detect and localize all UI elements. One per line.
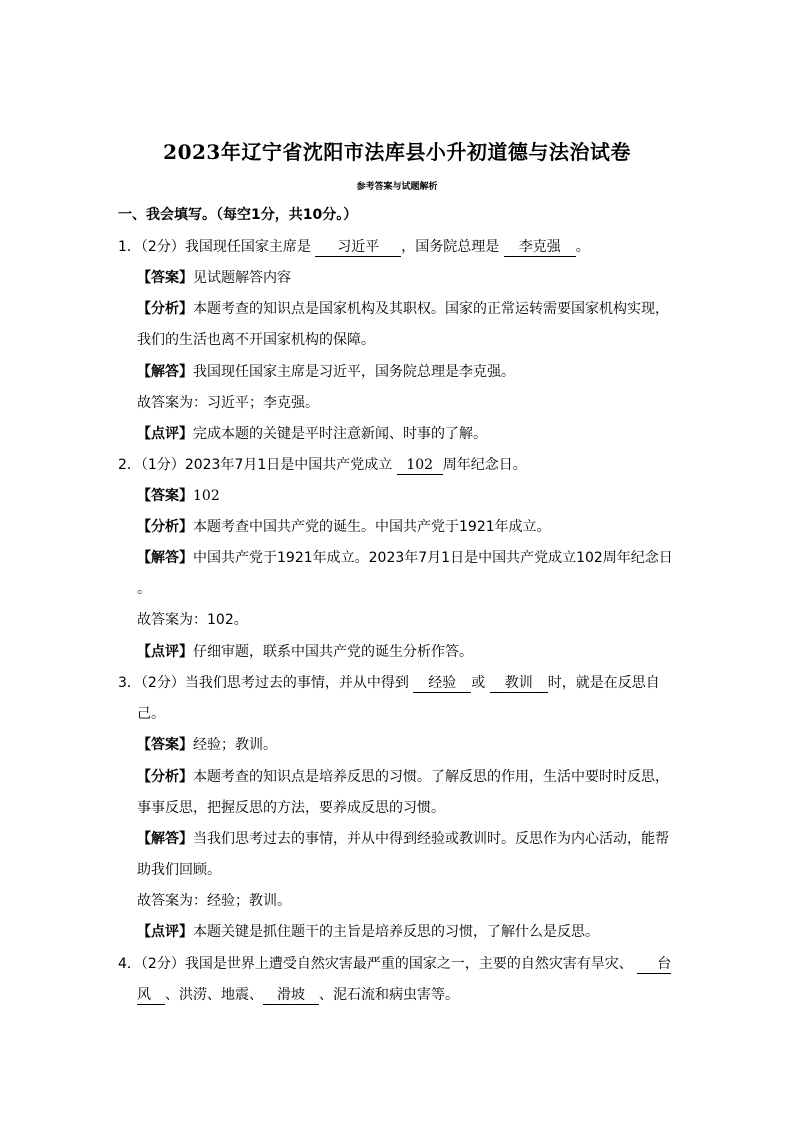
solution-line	[137, 828, 669, 850]
comment-line	[137, 921, 599, 943]
question-text: 4．（2分）我国是世界上遭受自然灾害最严重的国家之一，主要的自然灾害有旱灾、	[118, 956, 633, 972]
answer-blank: 台	[637, 955, 671, 974]
solution-text: 中国共产党于1921年成立。2023年7月1日是中国共产党成立102周年纪念日	[193, 550, 673, 566]
answer-text: 见试题解答内容	[193, 270, 291, 286]
comment-line	[137, 423, 487, 445]
final-answer: 故答案为：102。	[137, 612, 248, 628]
question-2	[118, 454, 527, 476]
answer-line	[137, 485, 220, 507]
answer-tag: 【答案】	[137, 270, 193, 286]
answer-line	[137, 267, 291, 289]
answer-blank: 教训	[490, 674, 548, 693]
analysis-text: 本题考查的知识点是国家机构及其职权。国家的正常运转需要国家机构实现，	[193, 301, 669, 317]
analysis-tag: 【分析】	[137, 301, 193, 317]
question-1	[118, 236, 590, 258]
question-text: ，国务院总理是	[401, 239, 500, 255]
solution-text-cont: 。	[137, 581, 151, 597]
comment-text: 本题关键是抓住题干的主旨是培养反思的习惯，了解什么是反思。	[193, 924, 599, 940]
answer-blank: 李克强	[504, 238, 576, 257]
question-text: 1．（2分）我国现任国家主席是	[118, 239, 311, 255]
question-text: 3．（2分）当我们思考过去的事情，并从中得到	[118, 675, 409, 691]
answer-blank: 经验	[413, 674, 471, 693]
comment-tag: 【点评】	[137, 426, 193, 442]
question-text: 、洪涝、地震、	[165, 987, 263, 1003]
solution-line	[137, 547, 673, 569]
final-answer: 故答案为：经验；教训。	[137, 893, 291, 909]
analysis-text: 本题考查中国共产党的诞生。中国共产党于1921年成立。	[193, 519, 551, 535]
question-text: 周年纪念日。	[442, 457, 527, 473]
comment-text: 完成本题的关键是平时注意新闻、时事的了解。	[193, 426, 487, 442]
question-text: 2．（1分）2023年7月1日是中国共产党成立	[118, 457, 393, 473]
page-title: 2023年辽宁省沈阳市法库县小升初道德与法治试卷	[163, 140, 631, 164]
answer-blank: 滑坡	[263, 986, 319, 1005]
analysis-tag: 【分析】	[137, 769, 193, 785]
question-text: 时，就是在反思自	[547, 675, 660, 691]
answer-blank: 风	[137, 986, 165, 1005]
comment-line	[137, 641, 473, 663]
solution-tag: 【解答】	[137, 550, 193, 566]
final-answer: 故答案为：习近平；李克强。	[137, 395, 319, 411]
page-subtitle: 参考答案与试题解析	[356, 182, 438, 192]
question-4	[118, 953, 671, 975]
solution-text: 当我们思考过去的事情，并从中得到经验或教训时。反思作为内心活动，能帮	[193, 831, 669, 847]
answer-text: 经验；教训。	[193, 737, 277, 753]
comment-tag: 【点评】	[137, 644, 193, 660]
solution-tag: 【解答】	[137, 364, 193, 380]
answer-tag: 【答案】	[137, 737, 193, 753]
answer-blank: 102	[397, 456, 443, 475]
solution-line	[137, 361, 515, 383]
question-4-cont	[137, 984, 459, 1006]
analysis-line	[137, 298, 669, 320]
answer-line	[137, 734, 277, 756]
solution-text-cont: 助我们回顾。	[137, 862, 221, 878]
answer-blank: 习近平	[315, 238, 401, 257]
analysis-line	[137, 766, 669, 788]
answer-tag: 【答案】	[137, 488, 193, 504]
analysis-text-cont: 事事反思，把握反思的方法，要养成反思的习惯。	[137, 800, 445, 816]
solution-text: 我国现任国家主席是习近平，国务院总理是李克强。	[193, 364, 515, 380]
comment-tag: 【点评】	[137, 924, 193, 940]
section-heading: 一、我会填写。（每空1分，共10分。）	[118, 207, 358, 223]
question-3	[118, 672, 660, 694]
analysis-tag: 【分析】	[137, 519, 193, 535]
answer-text: 102	[193, 488, 220, 504]
analysis-line	[137, 516, 551, 538]
analysis-text-cont: 我们的生活也离不开国家机构的保障。	[137, 332, 375, 348]
question-text: 。	[575, 239, 590, 255]
analysis-text: 本题考查的知识点是培养反思的习惯。了解反思的作用，生活中要时时反思，	[193, 769, 669, 785]
solution-tag: 【解答】	[137, 831, 193, 847]
question-text-cont: 己。	[137, 706, 165, 722]
question-text: 或	[471, 675, 486, 691]
comment-text: 仔细审题，联系中国共产党的诞生分析作答。	[193, 644, 473, 660]
question-text: 、泥石流和病虫害等。	[319, 987, 459, 1003]
